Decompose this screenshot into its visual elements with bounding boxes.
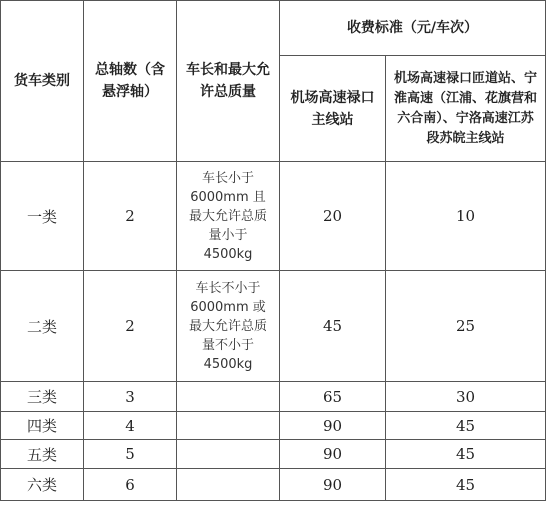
- header-station-a-label: 机场高速禄口主线站: [290, 89, 375, 128]
- row-fee-a: 45: [280, 271, 386, 382]
- row-requirement: [177, 440, 280, 469]
- row-fee-b: 25: [386, 271, 546, 382]
- row-requirement: [177, 382, 280, 412]
- row-fee-b: 45: [386, 412, 546, 440]
- row-class: 三类: [1, 382, 84, 412]
- row-fee-b: 45: [386, 440, 546, 469]
- row-fee-b: 30: [386, 382, 546, 412]
- row-axles: 2: [84, 162, 177, 271]
- table-row: [1, 382, 546, 412]
- row-fee-b: 10: [386, 162, 546, 271]
- header-station-b: [386, 56, 546, 162]
- row-fee-a: 20: [280, 162, 386, 271]
- header-station-a: [280, 56, 386, 162]
- row-fee-a: 90: [280, 469, 386, 501]
- row-axles: 4: [84, 412, 177, 440]
- header-length-weight: [177, 1, 280, 162]
- header-toll-standard-label: 收费标准（元/车次）: [346, 20, 479, 36]
- row-requirement: [177, 469, 280, 501]
- header-axle-count: [84, 1, 177, 162]
- header-station-b-label: 机场高速禄口匝道站、宁淮高速（江浦、花旗营和六合南）、宁洛高速江苏段苏皖主线站: [393, 70, 537, 146]
- row-fee-a: 90: [280, 440, 386, 469]
- row-axles: 6: [84, 469, 177, 501]
- row-requirement: [177, 162, 280, 271]
- row-requirement-text: 车长小于6000mm 且最大允许总质量小于4500kg: [188, 170, 267, 262]
- row-fee-b: 45: [386, 469, 546, 501]
- table-row: [1, 271, 546, 382]
- row-requirement: [177, 271, 280, 382]
- header-length-weight-label: 车长和最大允许总质量: [186, 62, 270, 100]
- row-axles: 5: [84, 440, 177, 469]
- table-row: [1, 162, 546, 271]
- row-class: 二类: [1, 271, 84, 382]
- table-row: [1, 412, 546, 440]
- row-class: 五类: [1, 440, 84, 469]
- table-row: [1, 469, 546, 501]
- row-class: 四类: [1, 412, 84, 440]
- row-requirement: [177, 412, 280, 440]
- row-axles: 2: [84, 271, 177, 382]
- header-vehicle-class-label: 货车类别: [14, 73, 70, 89]
- row-fee-a: 65: [280, 382, 386, 412]
- row-class: 六类: [1, 469, 84, 501]
- header-toll-standard: [280, 1, 546, 56]
- row-fee-a: 90: [280, 412, 386, 440]
- header-axle-count-label: 总轴数（含悬浮轴）: [95, 62, 165, 100]
- row-requirement-text: 车长不小于6000mm 或最大允许总质量不小于4500kg: [188, 280, 267, 372]
- table-row: [1, 440, 546, 469]
- header-vehicle-class: [1, 1, 84, 162]
- row-axles: 3: [84, 382, 177, 412]
- row-class: 一类: [1, 162, 84, 271]
